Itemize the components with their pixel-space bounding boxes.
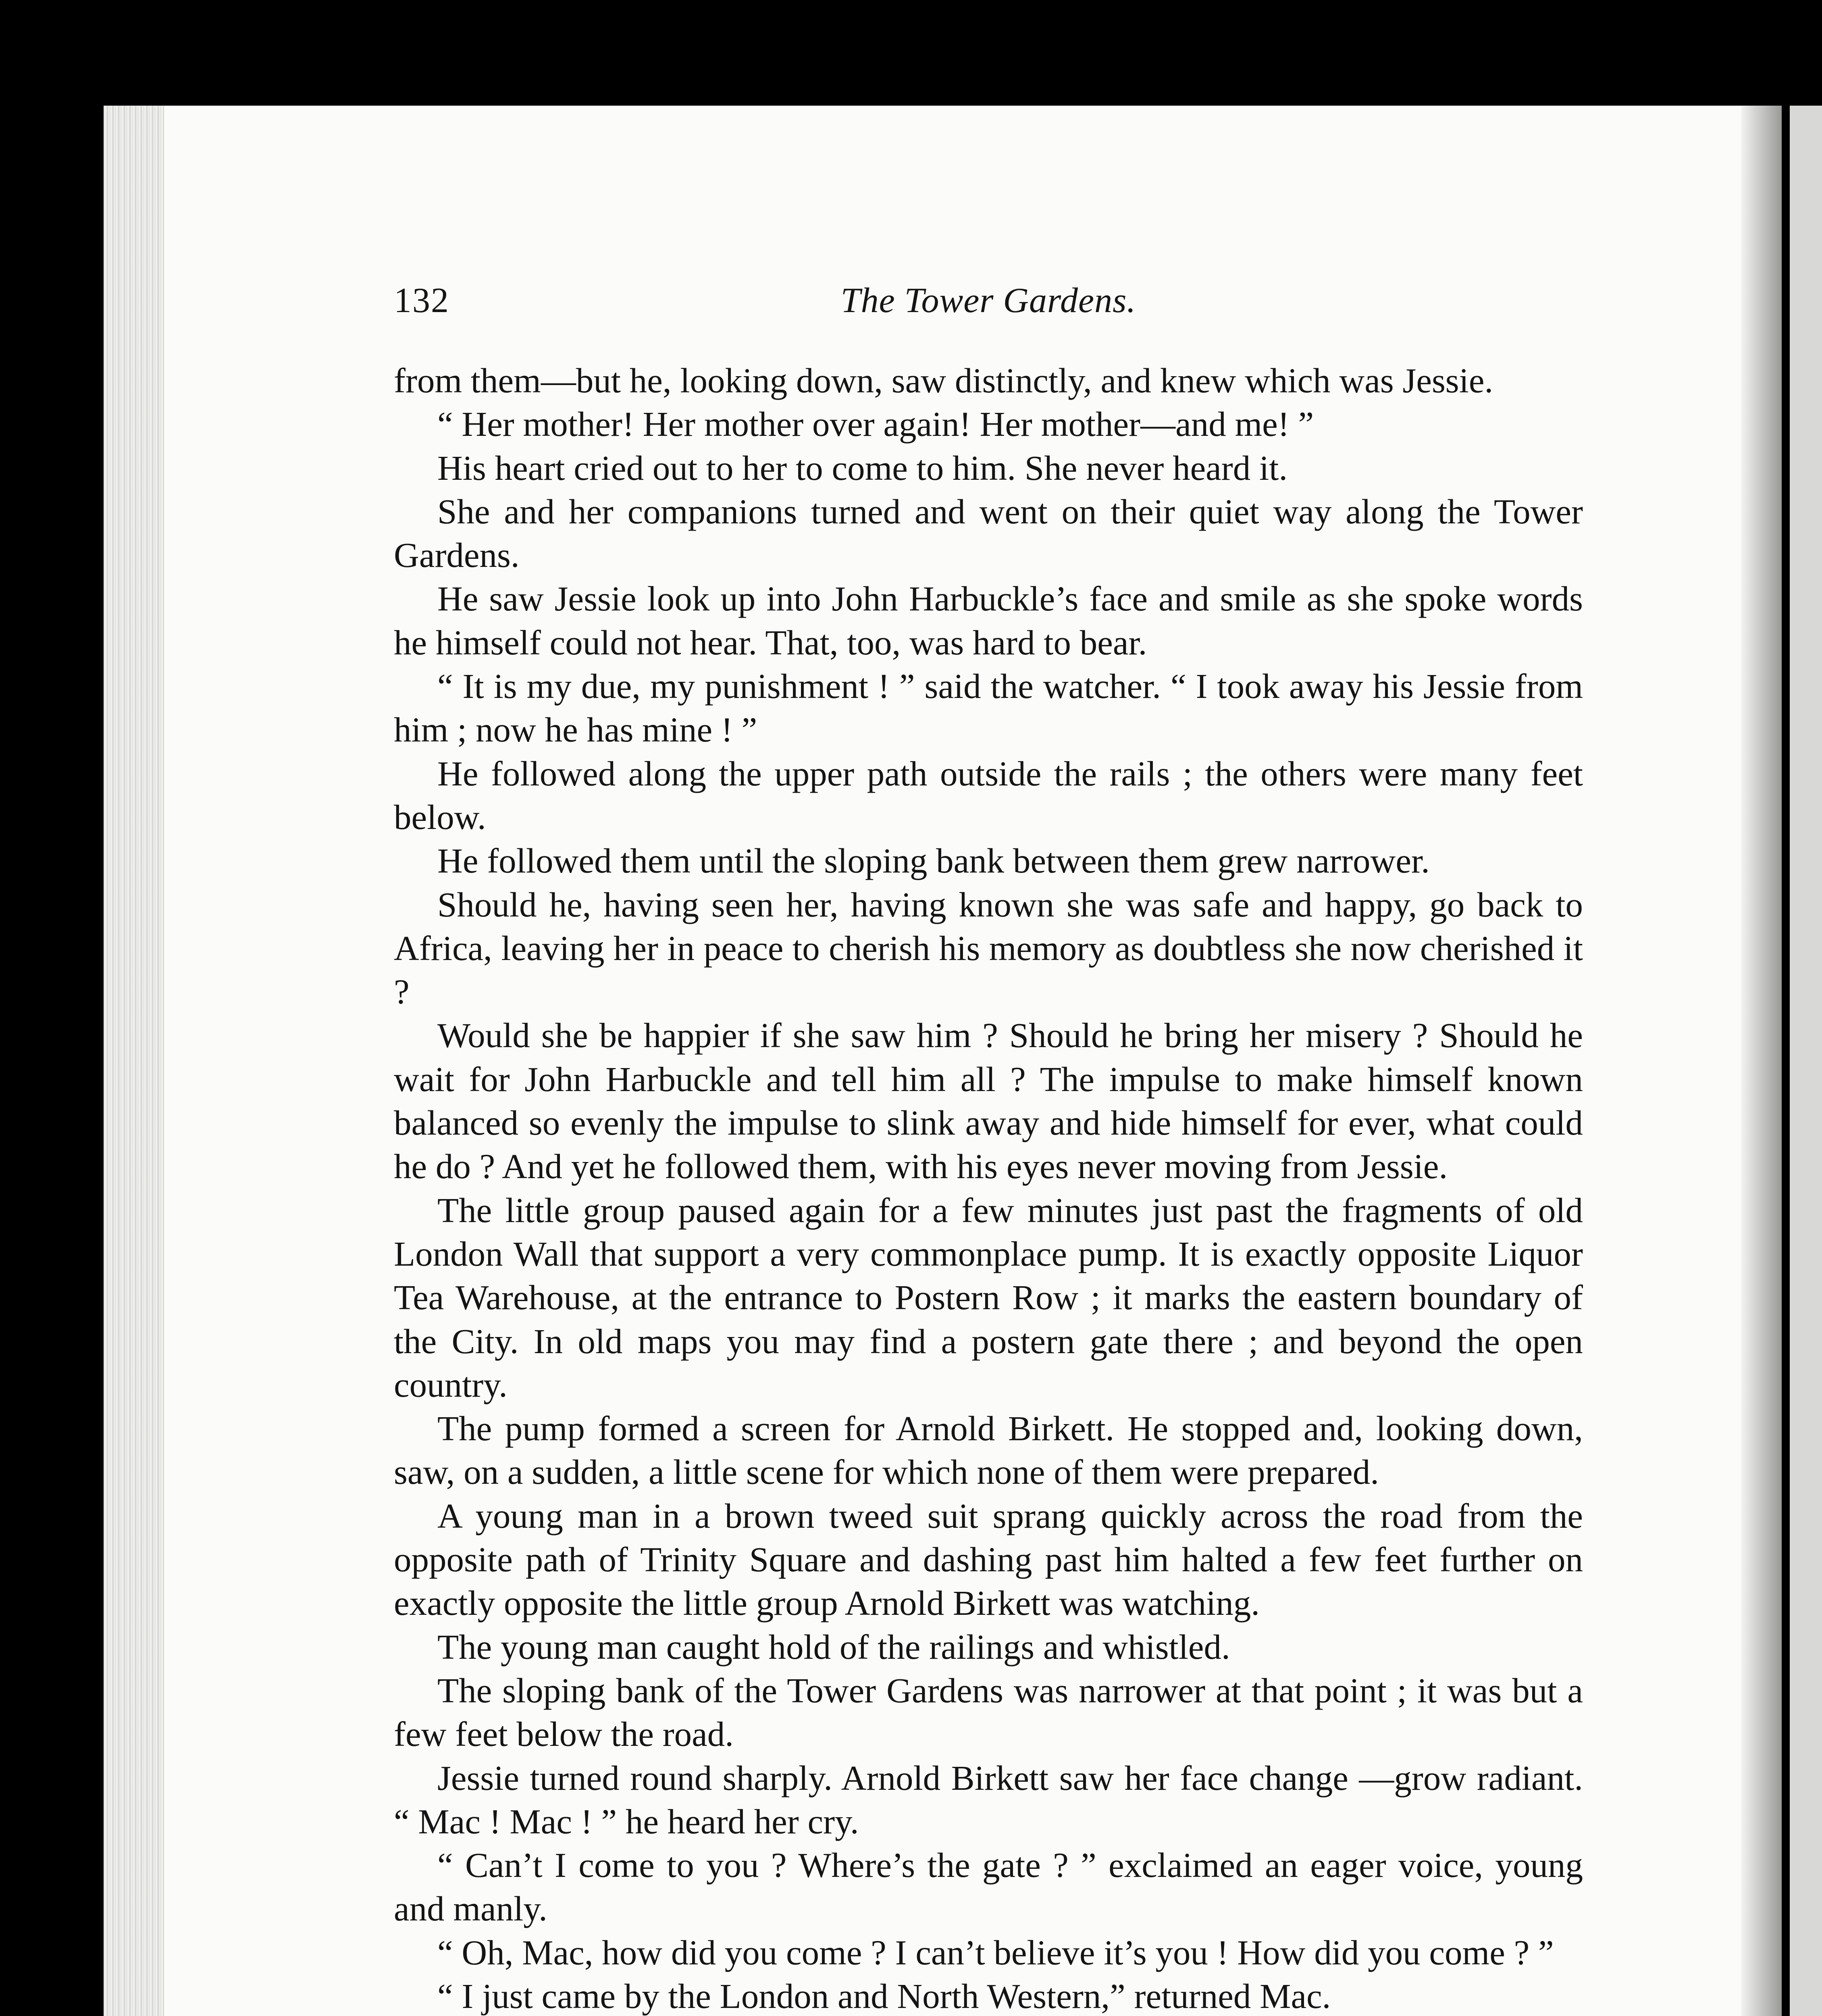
page-stack-edges <box>104 106 164 2016</box>
paragraph: The young man caught hold of the railings and whistled. <box>437 1627 1230 1666</box>
gutter-shadow <box>1741 106 1782 2016</box>
paragraph: A young man in a brown tweed suit sprang quickly across the road from the opposite path of Trinity Square and dashing past him halted a few feet further on exactly opposite the little group Arnold Birkett was watching. <box>394 1496 1583 1623</box>
running-title: The Tower Gardens. <box>840 281 1136 320</box>
paragraph: Should he, having seen her, having known she was safe and happy, go back to Africa, leaving her in peace to cherish his memory as doubtless she now cherished it ? <box>394 885 1583 1012</box>
paragraph: “ Can’t I come to you ? Where’s the gate ? ” exclaimed an eager voice, young and manly. <box>394 1845 1583 1929</box>
paragraph: “ Oh, Mac, how did you come ? I can’t believe it’s you ! How did you come ? ” <box>437 1933 1554 1972</box>
paragraph: She and her companions turned and went on their quiet way along the Tower Gardens. <box>394 492 1583 575</box>
paragraph: Would she be happier if she saw him ? Should he bring her misery ? Should he wait for John Harbuckle and tell him all ? The impulse to make himself known balanced so evenly the impulse to slink away and hide himself for ever, what could he do ? And yet he followed them, with his eyes never moving from Jessie. <box>394 1016 1583 1186</box>
paragraph: His heart cried out to her to come to him. She never heard it. <box>437 448 1288 487</box>
paragraph: “ I just came by the London and North Western,” returned Mac. <box>437 1976 1331 2016</box>
adjacent-page-edge <box>1790 106 1822 2016</box>
page-header <box>394 280 1583 325</box>
paragraph: from them—but he, looking down, saw distinctly, and knew which was Jessie. <box>394 361 1493 400</box>
paragraph: The sloping bank of the Tower Gardens was narrower at that point ; it was but a few feet below the road. <box>394 1670 1583 1754</box>
paragraph: “ It is my due, my punishment ! ” said the watcher. “ I took away his Jessie from him ; now he has mine ! ” <box>394 666 1583 750</box>
paragraph: The little group paused again for a few minutes just past the fragments of old London Wall that support a very commonplace pump. It is exactly opposite Liquor Tea Warehouse, at the entrance to Postern Row ; it marks the eastern boundary of the City. In old maps you may find a postern gate there ; and beyond the open country. <box>394 1190 1583 1404</box>
body-text <box>394 359 1583 2016</box>
page-number: 132 <box>394 281 449 320</box>
paragraph: The pump formed a screen for Arnold Birkett. He stopped and, looking down, saw, on a sudden, a little scene for which none of them were prepared. <box>394 1409 1583 1492</box>
paragraph: “ Her mother! Her mother over again! Her mother—and me! ” <box>437 404 1314 444</box>
paragraph: He followed along the upper path outside the rails ; the others were many feet below. <box>394 754 1583 837</box>
paragraph: Jessie turned round sharply. Arnold Birkett saw her face change —grow radiant. “ Mac ! Mac ! ” he heard her cry. <box>394 1758 1583 1841</box>
paragraph: He followed them until the sloping bank between them grew narrower. <box>437 841 1430 881</box>
paragraph: He saw Jessie look up into John Harbuckle’s face and smile as she spoke words he himself could not hear. That, too, was hard to bear. <box>394 579 1583 662</box>
